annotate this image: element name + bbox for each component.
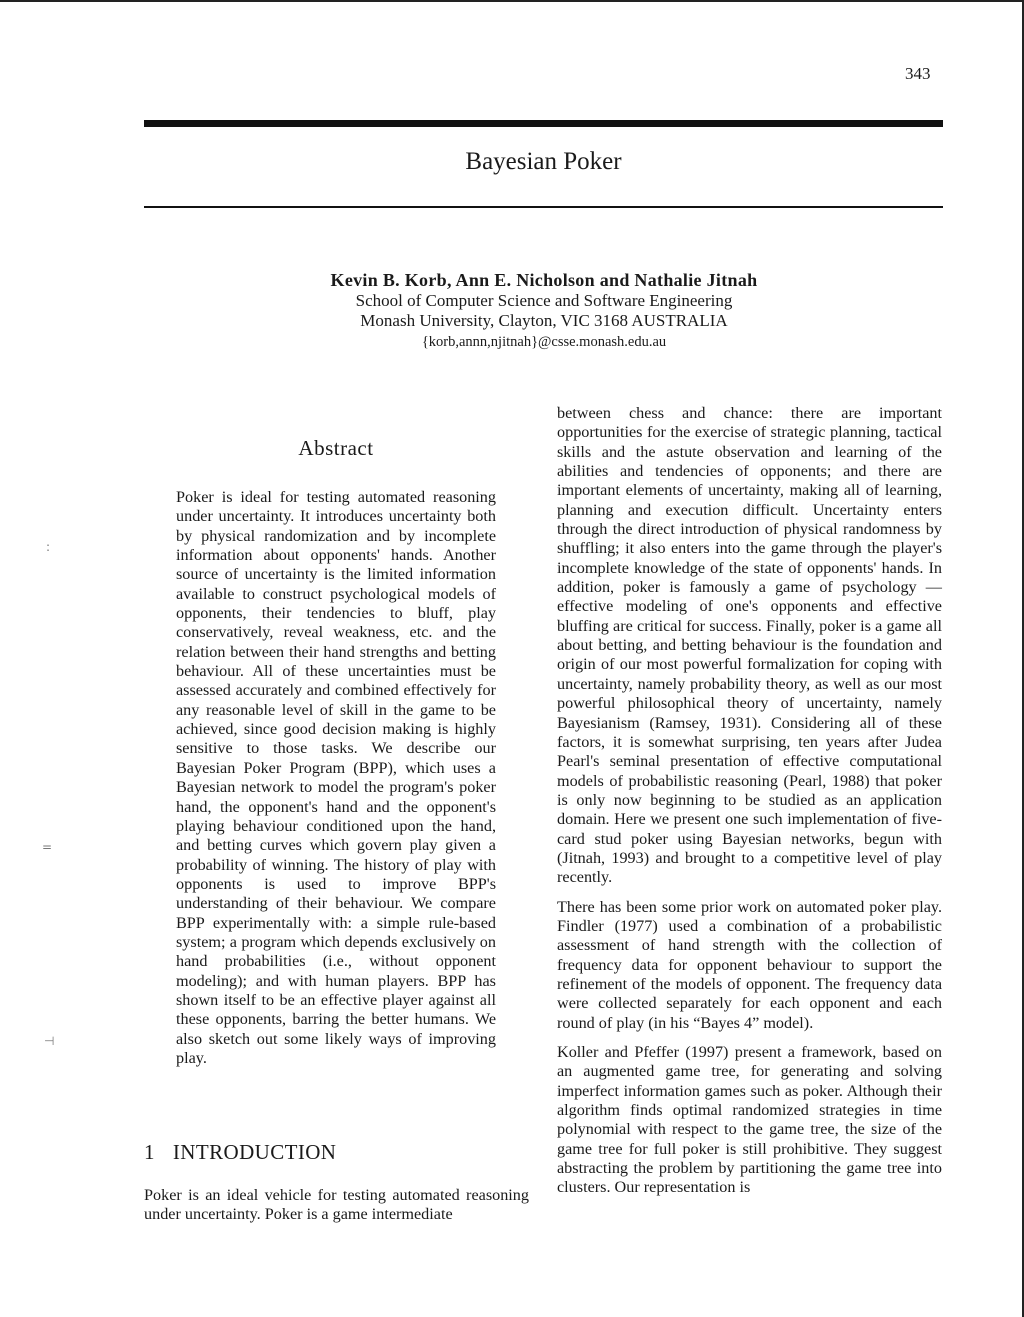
title-rule-bottom	[144, 206, 943, 208]
scan-artifact-mark: =	[42, 840, 53, 854]
title-rule-top	[144, 120, 943, 127]
scan-artifact-mark: :	[46, 540, 51, 554]
section-number: 1	[144, 1140, 155, 1164]
page-number: 343	[905, 64, 931, 83]
affiliation-school: School of Computer Science and Software Engineering	[355, 290, 733, 310]
scan-border-top	[0, 0, 1024, 2]
intro-paragraph: Koller and Pfeffer (1997) present a framework, based on an augmented game tree, for generating and solving imperfect information games such as poker. Although their algorithm finds optimal randomized strategies in time polynomial with respect to the game tree, the size of the game tree for full poker is still prohibitive. They suggest abstracting the problem by partitioning the game tree into clusters. Our representation is	[557, 1043, 942, 1197]
section-heading-introduction	[144, 1140, 336, 1165]
author-block	[244, 270, 844, 352]
right-column	[557, 404, 942, 1208]
abstract-heading: Abstract	[298, 436, 374, 460]
scan-artifact-mark: ⊣	[44, 1034, 55, 1048]
author-names: Kevin B. Korb, Ann E. Nicholson and Nathalie Jitnah	[330, 270, 758, 290]
paper-title: Bayesian Poker	[465, 148, 622, 175]
intro-paragraph-left: Poker is an ideal vehicle for testing automated reasoning under uncertainty. Poker is a game intermediate	[144, 1186, 529, 1224]
abstract-body: Poker is ideal for testing automated reasoning under uncertainty. It introduces uncertainty both by physical randomization and by incomplete information about opponents' hands. Another source of uncertainty is the limited information available to construct psychological models of opponents, their tendencies to bluff, play conservatively, reveal weakness, etc. and the relation between their hand strengths and betting behaviour. All of these uncertainties must be assessed accurately and combined effectively for any reasonable level of skill in the game to be achieved, since good decision making is highly sensitive to those tasks. We describe our Bayesian Poker Program (BPP), which uses a Bayesian network to model the program's poker hand, the opponent's hand and the opponent's playing behaviour conditioned upon the hand, and betting curves which govern play given a probability of winning. The history of play with opponents is used to improve BPP's understanding of their behaviour. We compare BPP experimentally with: a simple rule-based system; a program which depends exclusively on hand probabilities (i.e., without opponent modeling); and with human players. BPP has shown itself to be an effective player against all these opponents, barring the better humans. We also sketch out some likely ways of improving play.	[176, 488, 496, 1067]
intro-paragraph: There has been some prior work on automated poker play. Findler (1977) used a combination of a probabilistic assessment of hand strength with the collection of frequency data for opponent behaviour to support the refinement of the models of opponent. The frequency data were collected separately for each opponent and each round of play (in his “Bayes 4” model).	[557, 897, 942, 1032]
affiliation-university: Monash University, Clayton, VIC 3168 AUSTRALIA	[360, 311, 728, 330]
intro-paragraph: between chess and chance: there are important opportunities for the exercise of strategic planning, tactical skills and the astute observation and learning of the abilities and tendencies of opponents; and there are important elements of uncertainty, making all of learning, planning and execution difficult. Uncertainty enters through the direct introduction of physical randomness by shuffling; it also enters into the game through the player's incomplete knowledge of the state of opponents' hands. In addition, poker is famously a game of psychology — effective modeling of one's opponents and effective bluffing are critical for success. Finally, poker is a game all about betting, and betting behaviour is the foundation and origin of our most powerful formalization for coping with uncertainty, namely probability theory, as well as our most powerful philosophical theory of uncertainty, namely Bayesianism (Ramsey, 1931). Considering all of these factors, it is somewhat surprising, ten years after Judea Pearl's seminal presentation of effective computational models of probabilistic reasoning (Pearl, 1988) that poker is only now beginning to be studied as an application domain. Here we present one such implementation of five-card stud poker using Bayesian networks, begun with (Jitnah, 1993) and brought to a competitive level of play recently.	[557, 404, 942, 887]
section-title: INTRODUCTION	[172, 1140, 337, 1164]
author-emails: {korb,annn,njitnah}@csse.monash.edu.au	[421, 333, 667, 350]
